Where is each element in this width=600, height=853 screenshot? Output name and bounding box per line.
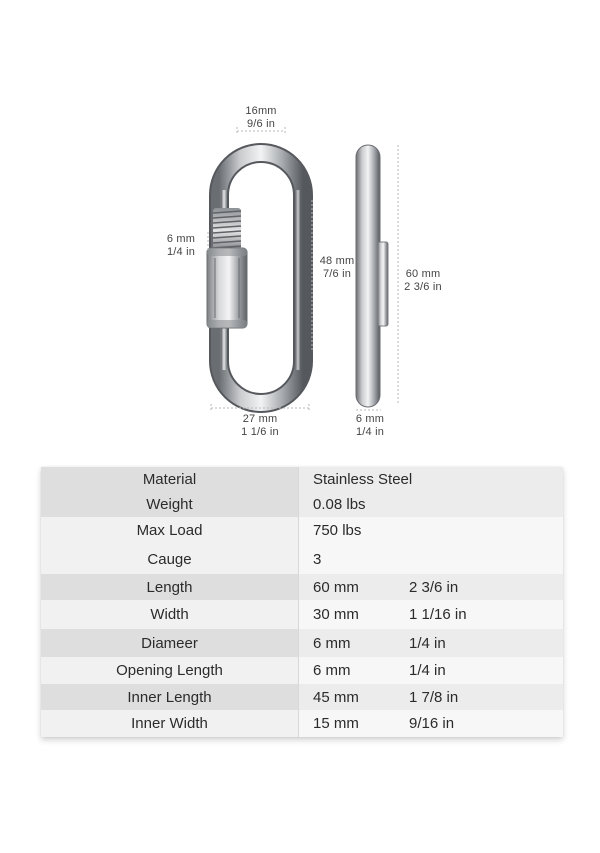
spec-value: 3 bbox=[313, 550, 322, 568]
spec-row-material bbox=[41, 467, 563, 493]
spec-row-max-load bbox=[41, 517, 563, 545]
spec-row-inner-length bbox=[41, 684, 563, 711]
spec-label: Opening Length bbox=[41, 657, 299, 684]
dim-bottom-width: 27 mm 1 1/6 in bbox=[241, 413, 279, 438]
spec-row-opening-length bbox=[41, 657, 563, 685]
spec-value-imperial: 1/4 in bbox=[409, 634, 446, 652]
front-view bbox=[207, 153, 303, 403]
spec-row-weight bbox=[41, 492, 563, 518]
spec-value: Stainless Steel bbox=[313, 471, 413, 488]
spec-label: Inner Width bbox=[41, 710, 299, 737]
dim-side-diameter: 6 mm 1/4 in bbox=[355, 413, 385, 438]
dim-gate-diameter: 6 mm 1/4 in bbox=[166, 233, 196, 258]
spec-value-metric: 15 mm bbox=[313, 715, 359, 732]
spec-value-metric: 6 mm bbox=[313, 662, 351, 679]
dim-inner-length: 48 mm 7/6 in bbox=[319, 255, 355, 280]
spec-value-metric: 6 mm bbox=[313, 634, 351, 652]
thread-section bbox=[213, 208, 241, 254]
spec-row-width bbox=[41, 600, 563, 630]
spec-label: Weight bbox=[41, 492, 299, 517]
spec-value-metric: 30 mm bbox=[313, 606, 359, 623]
spec-value: 750 lbs bbox=[313, 522, 362, 539]
gate-sleeve bbox=[207, 248, 247, 328]
spec-row-length bbox=[41, 574, 563, 601]
spec-label: Length bbox=[41, 574, 299, 600]
spec-label: Width bbox=[41, 600, 299, 629]
spec-label: Material bbox=[41, 467, 299, 492]
spec-value-imperial: 1 1/16 in bbox=[409, 606, 467, 623]
spec-label: Inner Length bbox=[41, 684, 299, 710]
spec-value-imperial: 1/4 in bbox=[409, 662, 446, 679]
spec-row-inner-width bbox=[41, 710, 563, 737]
spec-label: Diameer bbox=[41, 629, 299, 657]
spec-label: Cauge bbox=[41, 544, 299, 574]
spec-row-diameter bbox=[41, 629, 563, 658]
spec-value-imperial: 2 3/6 in bbox=[409, 578, 459, 596]
spec-label: Max Load bbox=[41, 517, 299, 544]
dim-total-length: 60 mm 2 3/6 in bbox=[404, 268, 442, 293]
spec-value-metric: 60 mm bbox=[313, 578, 359, 596]
spec-row-gauge bbox=[41, 544, 563, 575]
spec-value-imperial: 1 7/8 in bbox=[409, 688, 459, 706]
spec-table bbox=[41, 467, 563, 737]
spec-value-imperial: 9/16 in bbox=[409, 715, 455, 732]
spec-value-metric: 45 mm bbox=[313, 688, 359, 706]
spec-value: 0.08 lbs bbox=[313, 496, 366, 513]
dim-top-width: 16mm 9/6 in bbox=[245, 105, 277, 130]
